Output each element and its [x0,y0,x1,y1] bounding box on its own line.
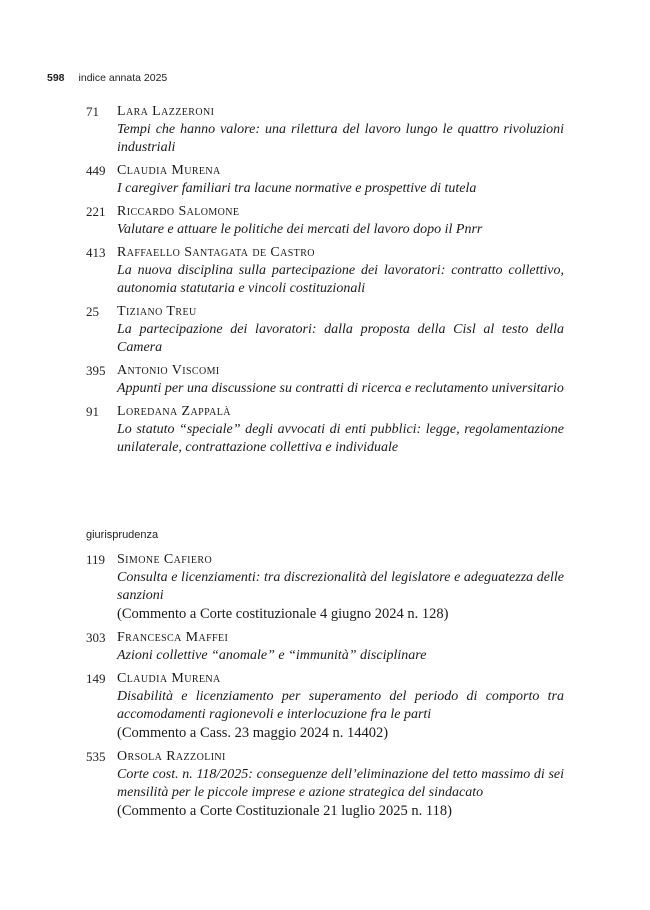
section-label-giurisprudenza: giurisprudenza [86,529,159,541]
entry-page: 395 [86,363,106,378]
entry-author: Orsola Razzolini [117,749,226,764]
entry-author: Tiziano Treu [117,304,197,319]
entry-title: Consulta e licenziamenti: tra discrezionalità del legislatore e adeguatezza delle sanzioni [117,570,564,603]
entry-title: Disabilità e licenziamento per superamento del periodo di comporto tra accomodamenti ragionevoli e interlocuzione fra le parti [117,689,564,722]
running-head [47,72,167,84]
entry-page: 221 [86,204,106,219]
index-entry [86,670,564,743]
entry-author: Raffaello Santagata de Castro [117,245,315,260]
entry-page: 449 [86,163,106,178]
entry-page: 413 [86,245,106,260]
index-list-articles [86,103,564,462]
entry-comment: (Commento a Cass. 23 maggio 2024 n. 14402) [117,725,389,741]
entry-author: Antonio Viscomi [117,363,220,378]
entry-title: La nuova disciplina sulla partecipazione dei lavoratori: contratto collettivo, autonomia statutaria e vincoli costituzionali [117,263,564,296]
entry-title: Azioni collettive “anomale” e “immunità” disciplinare [117,648,427,663]
entry-author: Claudia Murena [117,163,221,178]
entry-author: Loredana Zappalà [117,404,231,419]
entry-author: Francesca Maffei [117,630,229,645]
index-entry [86,403,564,457]
entry-title: Lo statuto “speciale” degli avvocati di enti pubblici: legge, regolamentazione unilaterale, contrattazione collettiva e individuale [117,422,564,455]
entry-author: Riccardo Salomone [117,204,240,219]
entry-page: 149 [86,671,106,686]
index-entry [86,362,564,398]
entry-title: Tempi che hanno valore: una rilettura del lavoro lungo le quattro rivoluzioni industriali [117,122,564,155]
entry-author: Claudia Murena [117,671,221,686]
entry-title: Valutare e attuare le politiche dei mercati del lavoro dopo il Pnrr [117,222,483,237]
entry-author: Lara Lazzeroni [117,104,215,119]
entry-page: 91 [86,404,99,419]
page-number: 598 [47,72,65,84]
index-entry [86,303,564,357]
entry-page: 303 [86,630,106,645]
entry-title: Appunti per una discussione su contratti di ricerca e reclutamento universitario [117,381,564,396]
entry-title: Corte cost. n. 118/2025: conseguenze dell’eliminazione del tetto massimo di sei mensilità per le piccole imprese e azione strategica del sindacato [117,767,564,800]
index-list-giurisprudenza [86,551,564,826]
entry-author: Simone Cafiero [117,552,213,567]
entry-page: 119 [86,552,106,567]
index-entry [86,203,564,239]
running-title: indice annata 2025 [78,72,168,84]
entry-page: 535 [86,749,106,764]
entry-page: 25 [86,304,99,319]
entry-title: I caregiver familiari tra lacune normative e prospettive di tutela [117,181,477,196]
entry-comment: (Commento a Corte costituzionale 4 giugno 2024 n. 128) [117,606,449,622]
index-entry [86,103,564,157]
index-entry [86,551,564,624]
entry-title: La partecipazione dei lavoratori: dalla proposta della Cisl al testo della Camera [117,322,564,355]
index-entry [86,244,564,298]
index-entry [86,748,564,821]
index-entry [86,629,564,665]
entry-comment: (Commento a Corte Costituzionale 21 luglio 2025 n. 118) [117,803,452,819]
index-entry [86,162,564,198]
entry-page: 71 [86,104,99,119]
